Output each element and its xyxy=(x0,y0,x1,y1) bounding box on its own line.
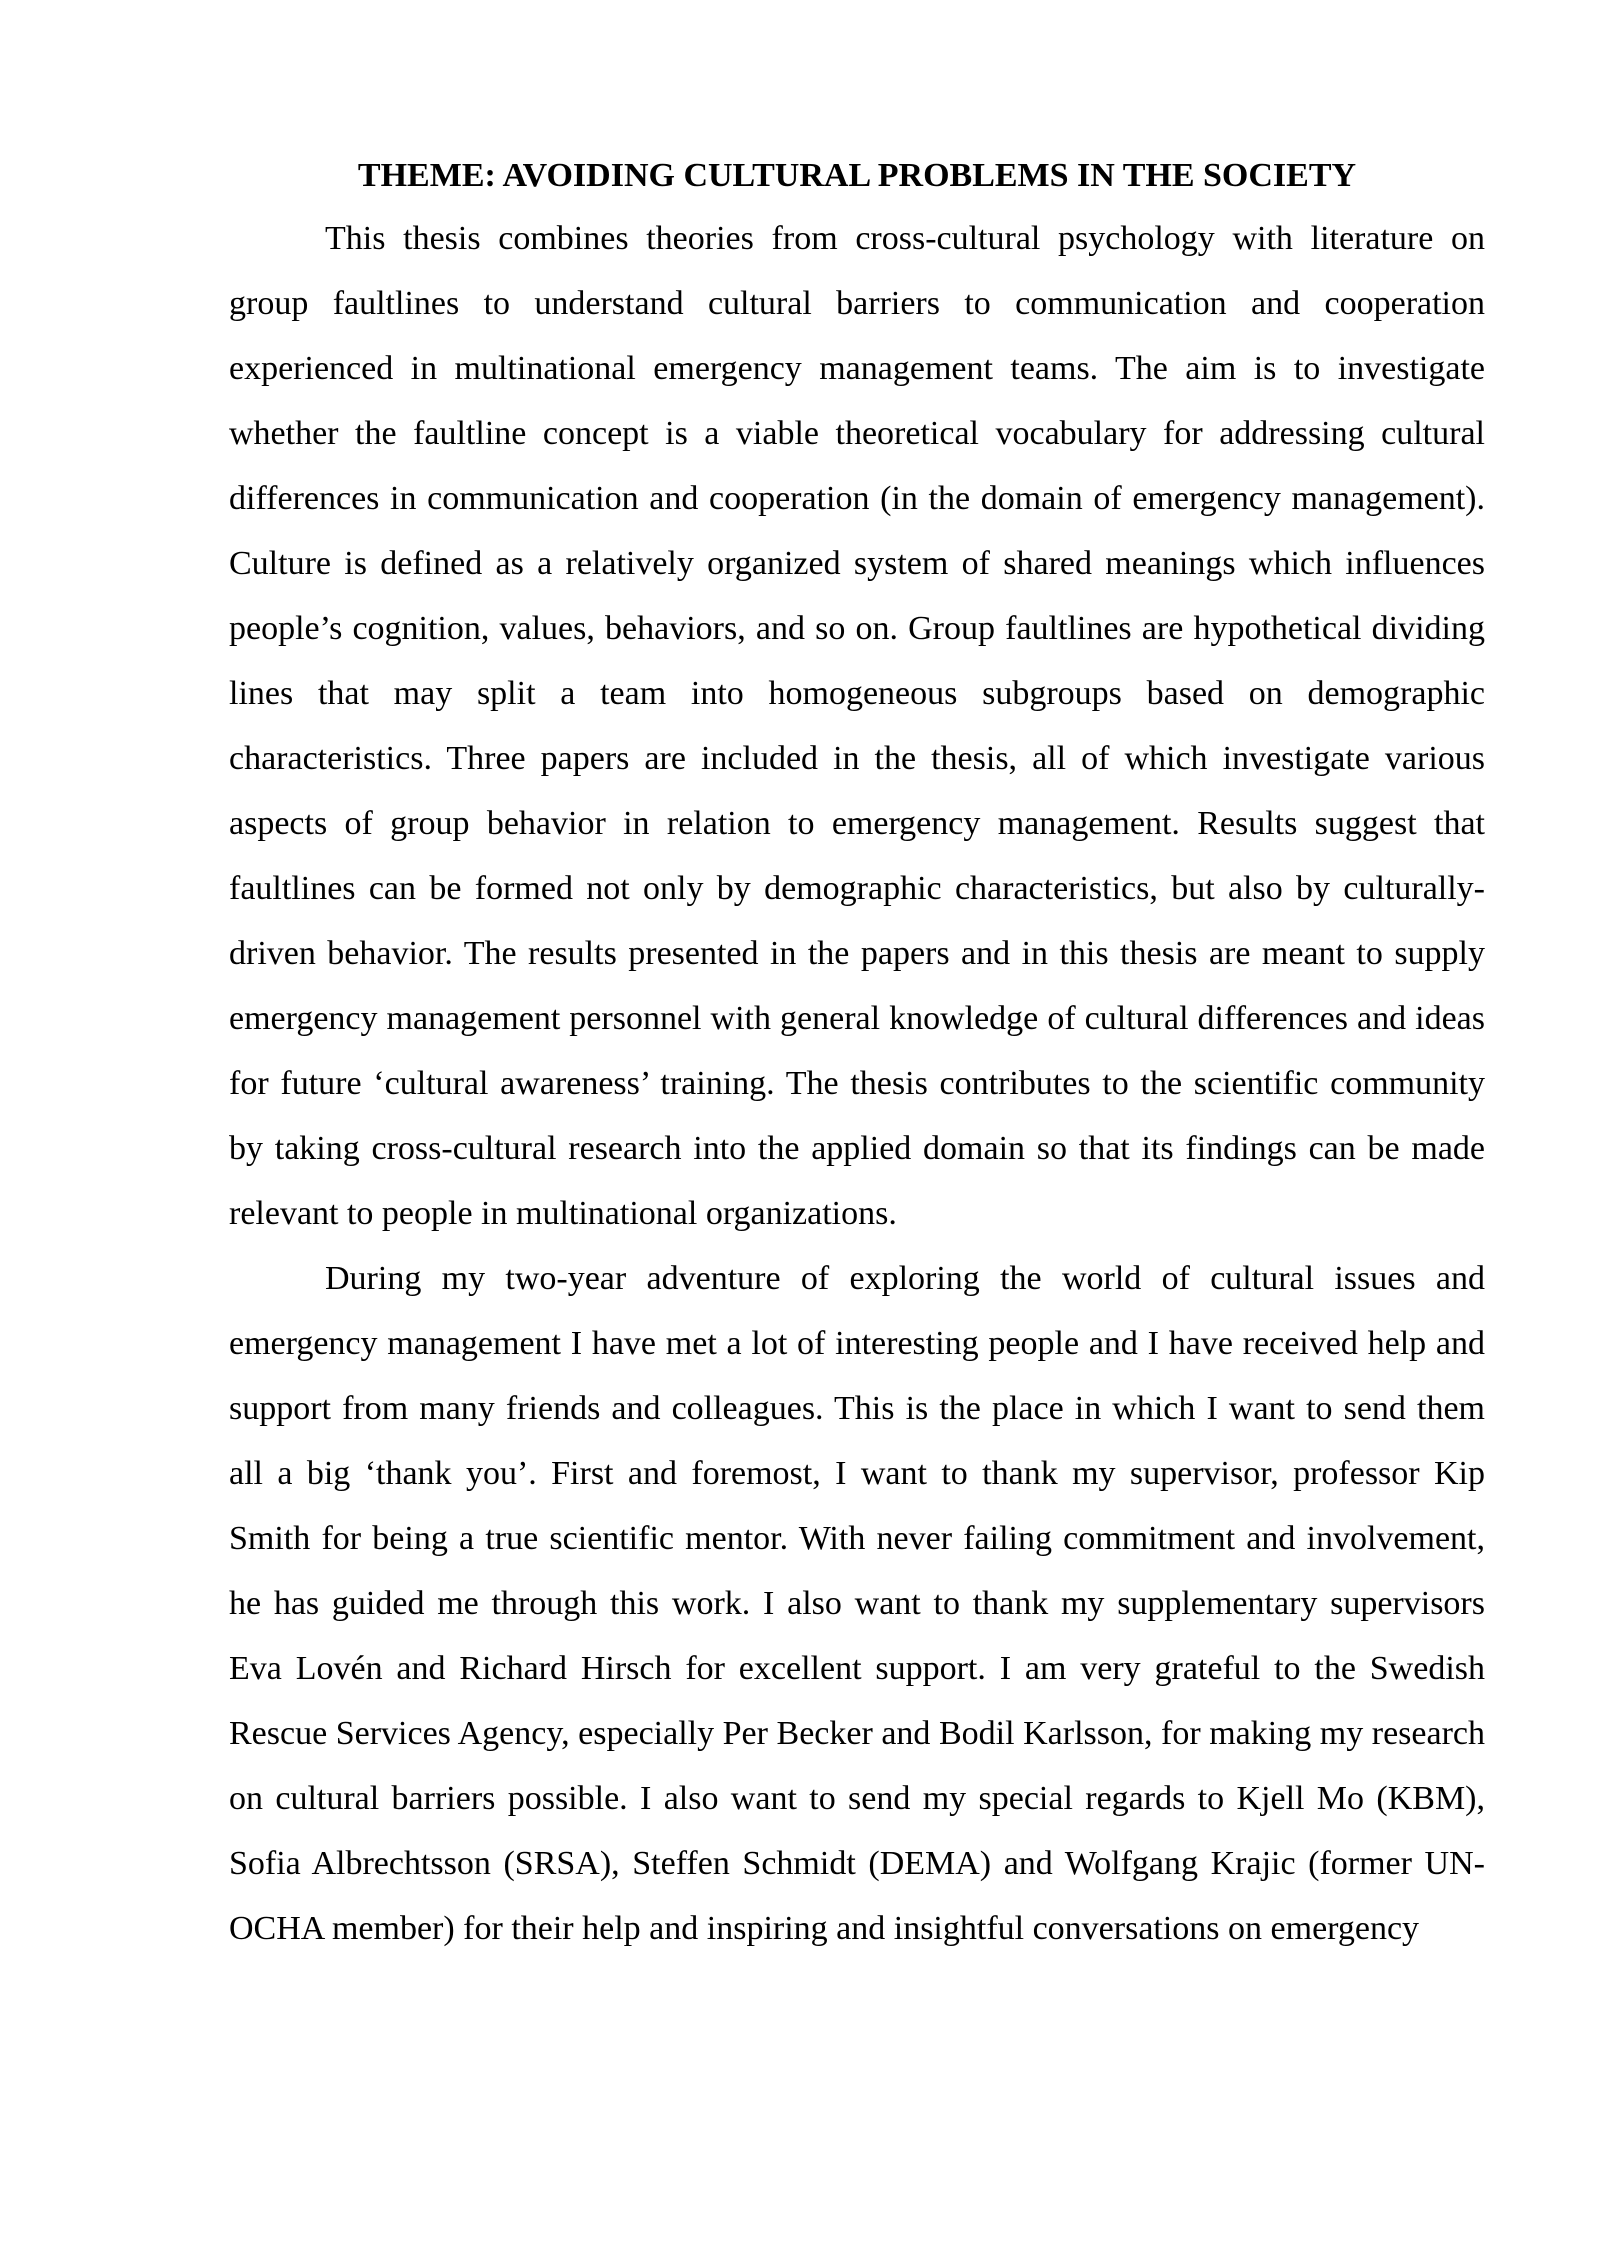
document-body xyxy=(229,146,1485,1961)
acknowledgements-paragraph: During my two-year adventure of exploring the world of cultural issues and emergency management I have met a lot of interesting people and I have received help and support from many friends and colleagues. This is the place in which I want to send them all a big ‘thank you’. First and foremost, I want to thank my supervisor, professor Kip Smith for being a true scientific mentor. With never failing commitment and involvement, he has guided me through this work. I also want to thank my supplementary supervisors Eva Lovén and Richard Hirsch for excellent support. I am very grateful to the Swedish Rescue Services Agency, especially Per Becker and Bodil Karlsson, for making my research on cultural barriers possible. I also want to send my special regards to Kjell Mo (KBM), Sofia Albrechtsson (SRSA), Steffen Schmidt (DEMA) and Wolfgang Krajic (former UN-OCHA member) for their help and inspiring and insightful conversations on emergency xyxy=(229,1260,1485,1947)
document-title: THEME: AVOIDING CULTURAL PROBLEMS IN THE SOCIETY xyxy=(357,157,1357,194)
abstract-paragraph: This thesis combines theories from cross-cultural psychology with literature on group faultlines to understand cultural barriers to communication and cooperation experienced in multinational emergency management teams. The aim is to investigate whether the faultline concept is a viable theoretical vocabulary for addressing cultural differences in communication and cooperation (in the domain of emergency management). Culture is defined as a relatively organized system of shared meanings which influences people’s cognition, values, behaviors, and so on. Group faultlines are hypothetical dividing lines that may split a team into homogeneous subgroups based on demographic characteristics. Three papers are included in the thesis, all of which investigate various aspects of group behavior in relation to emergency management. Results suggest that faultlines can be formed not only by demographic characteristics, but also by culturally-driven behavior. The results presented in the papers and in this thesis are meant to supply emergency management personnel with general knowledge of cultural differences and ideas for future ‘cultural awareness’ training. The thesis contributes to the scientific community by taking cross-cultural research into the applied domain so that its findings can be made relevant to people in multinational organizations. xyxy=(229,220,1485,1232)
